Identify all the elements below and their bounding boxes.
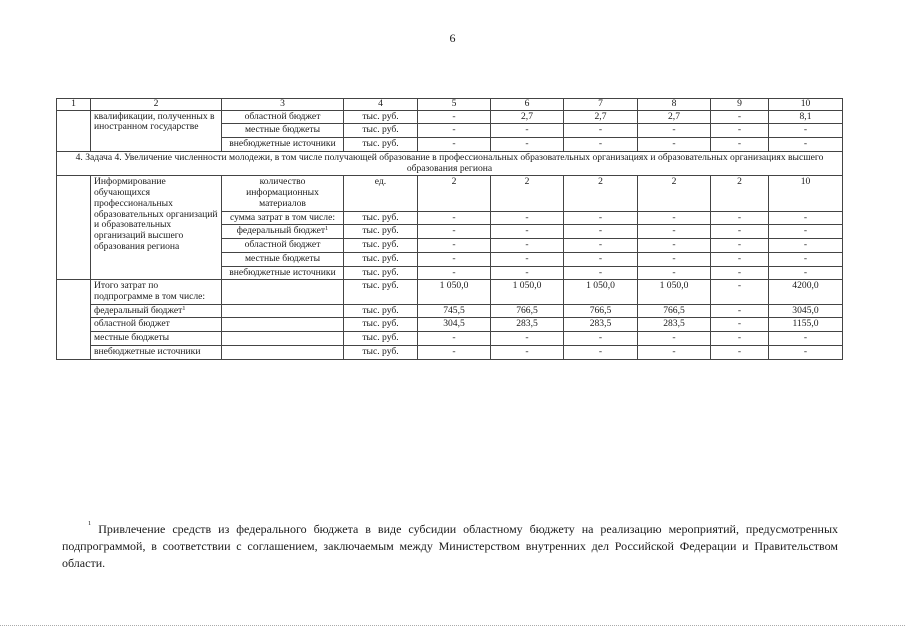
value-cell: -	[638, 138, 711, 152]
value-cell: -	[564, 124, 638, 138]
source-text: федеральный бюджет	[236, 225, 326, 237]
value-cell: 1155,0	[769, 318, 843, 332]
value-cell: 2	[491, 176, 564, 211]
value-cell: -	[564, 211, 638, 225]
source-text: местные бюджеты	[244, 252, 321, 264]
value-cell: 1 050,0	[491, 280, 564, 304]
value-cell: -	[491, 345, 564, 359]
value-cell: -	[769, 225, 843, 239]
value-cell: 766,5	[564, 304, 638, 318]
unit-cell: тыс. руб.	[344, 345, 418, 359]
value-cell: -	[711, 124, 769, 138]
value-cell: -	[418, 110, 491, 124]
unit-cell: тыс. руб.	[344, 318, 418, 332]
source-cell	[222, 124, 344, 138]
value-cell: 283,5	[491, 318, 564, 332]
unit-cell: тыс. руб.	[344, 124, 418, 138]
source-text: внебюджетные источники	[229, 266, 336, 278]
footnote-text: Привлечение средств из федерального бюджета в виде субсидии областному бюджету на реализацию мероприятий, предусмотренных подпрограммой, в соответствии с соглашением, заключаемым между Министерством внутренних дел Российской Федерации и Правительством области.	[62, 522, 839, 570]
unit-cell: тыс. руб.	[344, 252, 418, 266]
source-cell	[222, 252, 344, 266]
value-cell: -	[638, 124, 711, 138]
value-cell: 2,7	[491, 110, 564, 124]
source-cell	[222, 176, 344, 211]
unit-cell: ед.	[344, 176, 418, 211]
value-cell: 2	[564, 176, 638, 211]
source-text: сумма затрат в том числе:	[229, 211, 336, 223]
value-cell: -	[418, 252, 491, 266]
row-number-cell	[57, 110, 91, 151]
value-cell: -	[564, 332, 638, 346]
value-cell: -	[418, 266, 491, 280]
source-cell	[222, 266, 344, 280]
value-cell: -	[711, 318, 769, 332]
row-number-cell	[57, 176, 91, 280]
task-row	[57, 151, 843, 175]
value-cell: -	[564, 138, 638, 152]
total-label-text: внебюджетные источники	[94, 345, 201, 357]
value-cell: -	[769, 332, 843, 346]
source-cell	[222, 239, 344, 253]
value-cell: -	[491, 252, 564, 266]
total-label	[91, 345, 222, 359]
unit-cell: тыс. руб.	[344, 239, 418, 253]
value-cell: -	[769, 266, 843, 280]
header-cell: 3	[222, 99, 344, 111]
value-cell: 766,5	[491, 304, 564, 318]
value-cell: -	[711, 304, 769, 318]
value-cell: -	[418, 124, 491, 138]
value-cell: 2	[638, 176, 711, 211]
source-text: местные бюджеты	[244, 124, 321, 136]
source-text: внебюджетные источники	[229, 138, 336, 150]
value-cell: -	[638, 332, 711, 346]
source-cell	[222, 211, 344, 225]
source-cell	[222, 110, 344, 124]
value-cell: -	[491, 266, 564, 280]
value-cell: -	[491, 138, 564, 152]
unit-cell: тыс. руб.	[344, 304, 418, 318]
value-cell: -	[418, 211, 491, 225]
value-cell: -	[491, 225, 564, 239]
header-cell: 2	[91, 99, 222, 111]
budget-table	[56, 98, 843, 360]
total-label-text: областной бюджет	[94, 318, 170, 330]
table-row	[57, 110, 843, 124]
value-cell: -	[418, 345, 491, 359]
header-cell: 8	[638, 99, 711, 111]
value-cell: -	[564, 252, 638, 266]
total-label	[91, 332, 222, 346]
empty-cell	[222, 280, 344, 304]
footnote-mark: 1	[182, 304, 186, 312]
value-cell: 283,5	[638, 318, 711, 332]
total-row	[57, 280, 843, 304]
value-cell: -	[638, 266, 711, 280]
total-label-text: федеральный бюджет	[94, 304, 183, 316]
header-cell: 10	[769, 99, 843, 111]
value-cell: -	[638, 211, 711, 225]
value-cell: 10	[769, 176, 843, 211]
value-cell: -	[418, 239, 491, 253]
source-text: количество информационных материалов	[246, 176, 319, 209]
value-cell: 2,7	[638, 110, 711, 124]
unit-cell: тыс. руб.	[344, 211, 418, 225]
empty-cell	[222, 345, 344, 359]
value-cell: -	[769, 239, 843, 253]
footnote-mark: 1	[88, 520, 92, 527]
activity-name: квалификации, полученных в иностранном государстве	[91, 110, 222, 151]
unit-cell: тыс. руб.	[344, 225, 418, 239]
value-cell: -	[491, 239, 564, 253]
value-cell: -	[711, 110, 769, 124]
value-cell: -	[769, 211, 843, 225]
header-cell: 6	[491, 99, 564, 111]
table-row	[57, 176, 843, 211]
value-cell: -	[769, 124, 843, 138]
empty-cell	[222, 318, 344, 332]
value-cell: 4200,0	[769, 280, 843, 304]
total-row	[57, 345, 843, 359]
header-row	[57, 99, 843, 111]
total-label-text: местные бюджеты	[94, 332, 170, 344]
footnote	[62, 521, 838, 572]
value-cell: -	[769, 252, 843, 266]
task-title: 4. Задача 4. Увеличение численности молодежи, в том числе получающей образование в профессиональных образовательных организациях и образовательных организациях высшего образования региона	[57, 151, 843, 175]
value-cell: 2	[418, 176, 491, 211]
total-row	[57, 304, 843, 318]
activity-name: Информирование обучающихся профессиональных образовательных организаций и образовательных организаций высшего образования региона	[91, 176, 222, 280]
value-cell: -	[711, 225, 769, 239]
value-cell: -	[769, 345, 843, 359]
header-cell: 1	[57, 99, 91, 111]
value-cell: -	[418, 138, 491, 152]
value-cell: -	[418, 332, 491, 346]
total-label-text: Итого затрат по подпрограмме в том числе:	[94, 280, 206, 303]
bottom-divider	[0, 625, 905, 626]
value-cell: -	[564, 225, 638, 239]
header-cell: 9	[711, 99, 769, 111]
value-cell: -	[711, 280, 769, 304]
value-cell: 8,1	[769, 110, 843, 124]
source-cell	[222, 225, 344, 239]
unit-cell: тыс. руб.	[344, 266, 418, 280]
value-cell: 2	[711, 176, 769, 211]
value-cell: 283,5	[564, 318, 638, 332]
value-cell: 3045,0	[769, 304, 843, 318]
unit-cell: тыс. руб.	[344, 138, 418, 152]
value-cell: -	[711, 266, 769, 280]
unit-cell: тыс. руб.	[344, 332, 418, 346]
value-cell: 1 050,0	[638, 280, 711, 304]
header-cell: 7	[564, 99, 638, 111]
source-text: областной бюджет	[244, 239, 321, 251]
value-cell: 2,7	[564, 110, 638, 124]
value-cell: -	[564, 239, 638, 253]
source-cell	[222, 138, 344, 152]
value-cell: -	[638, 225, 711, 239]
total-label	[91, 304, 222, 318]
empty-cell	[222, 332, 344, 346]
total-label	[91, 280, 222, 304]
value-cell: 745,5	[418, 304, 491, 318]
header-cell: 5	[418, 99, 491, 111]
value-cell: 766,5	[638, 304, 711, 318]
total-row	[57, 318, 843, 332]
value-cell: -	[418, 225, 491, 239]
row-number-cell	[57, 280, 91, 359]
value-cell: -	[711, 345, 769, 359]
value-cell: -	[711, 138, 769, 152]
unit-cell: тыс. руб.	[344, 280, 418, 304]
value-cell: -	[711, 252, 769, 266]
value-cell: -	[711, 239, 769, 253]
value-cell: -	[711, 211, 769, 225]
value-cell: 1 050,0	[418, 280, 491, 304]
value-cell: -	[564, 345, 638, 359]
value-cell: -	[564, 266, 638, 280]
value-cell: -	[711, 332, 769, 346]
source-text: областной бюджет	[244, 110, 321, 122]
value-cell: -	[491, 211, 564, 225]
value-cell: 304,5	[418, 318, 491, 332]
value-cell: -	[638, 252, 711, 266]
value-cell: -	[491, 332, 564, 346]
total-row	[57, 332, 843, 346]
footnote-mark: 1	[325, 225, 329, 233]
value-cell: -	[638, 239, 711, 253]
empty-cell	[222, 304, 344, 318]
page-number: 6	[449, 31, 456, 45]
value-cell: -	[769, 138, 843, 152]
header-cell: 4	[344, 99, 418, 111]
unit-cell: тыс. руб.	[344, 110, 418, 124]
total-label	[91, 318, 222, 332]
value-cell: -	[638, 345, 711, 359]
value-cell: 1 050,0	[564, 280, 638, 304]
value-cell: -	[491, 124, 564, 138]
